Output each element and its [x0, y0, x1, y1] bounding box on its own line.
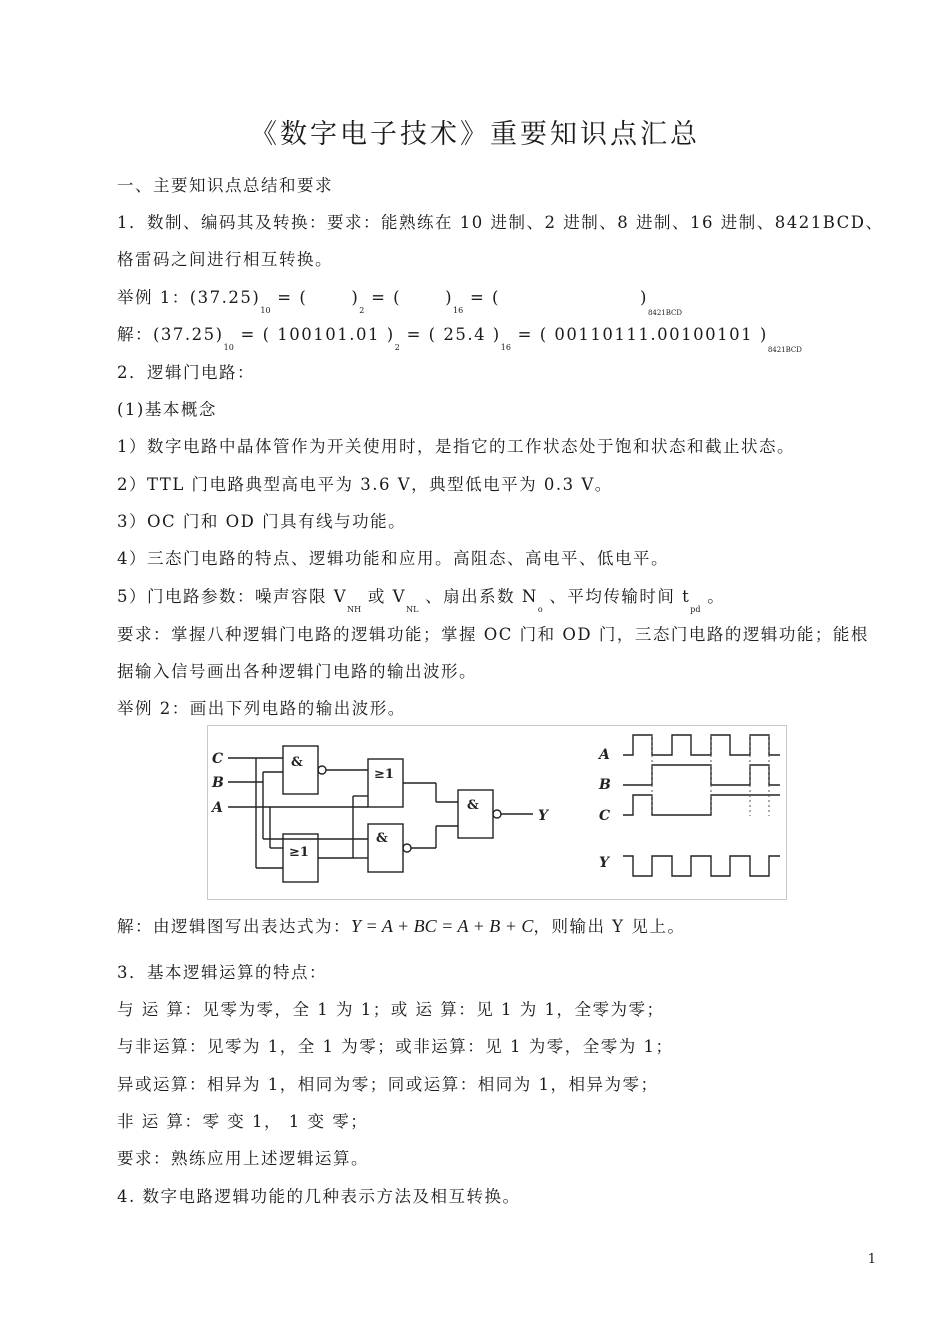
requirement-1b: 据输入信号画出各种逻辑门电路的输出波形。 — [117, 662, 477, 681]
solution-2 — [117, 913, 685, 937]
sol1-part1: = ( 100101.01 ) — [233, 325, 395, 344]
op-line-1: 与 运 算：见零为零，全 1 为 1；或 运 算：见 1 为 1，全零为零； — [117, 1000, 665, 1019]
paragraph-1a: 1．数制、编码其及转换：要求：能熟练在 10 进制、2 进制、8 进制、16 进制、8421BCD、 — [117, 213, 884, 232]
input-label-a: A — [212, 800, 223, 816]
section-heading: 一、主要知识点总结和要求 — [117, 176, 333, 195]
waveform-b — [623, 765, 780, 785]
item5-pd: pd — [690, 605, 701, 614]
ex1-close2: ) — [351, 288, 360, 307]
item5-b: 或 V — [361, 587, 407, 606]
solution-1 — [117, 321, 802, 354]
input-label-b: B — [212, 775, 224, 791]
gate-and-1-symbol: & — [291, 755, 303, 770]
section-4-heading: 4. 数字电路逻辑功能的几种表示方法及相互转换。 — [117, 1187, 521, 1206]
ex1-prefix: 举例 1：(37.25) — [117, 288, 261, 307]
subsection-basic-concepts: (1)基本概念 — [117, 400, 217, 419]
logic-circuit-diagram — [208, 726, 786, 899]
sol2-a: 解：由逻辑图写出表达式为： — [117, 917, 351, 936]
wave-label-c: C — [599, 808, 611, 824]
gate-and-2-symbol: & — [376, 831, 388, 846]
item5-c: 、扇出系数 N — [418, 587, 538, 606]
ex1-eq1: = ( — [270, 288, 308, 307]
sol2-formula: Y = A + BC = A + B + C — [351, 916, 534, 936]
item5-nh: NH — [347, 605, 362, 614]
concept-item-3: 3）OC 门和 OD 门具有线与功能。 — [117, 512, 407, 531]
sol1-prefix: 解：(37.25) — [117, 325, 224, 344]
ex1-sub2: 2 — [359, 306, 365, 315]
gate-or-2-symbol: ≥1 — [289, 845, 309, 860]
wave-label-a: A — [599, 747, 610, 763]
waveform-y — [623, 856, 780, 876]
item5-d: 、平均传输时间 t — [542, 587, 691, 606]
document-title: 《数字电子技术》重要知识点汇总 — [250, 119, 700, 150]
example-2: 举例 2：画出下列电路的输出波形。 — [117, 699, 406, 718]
item5-nl: NL — [406, 605, 419, 614]
concept-item-4: 4）三态门电路的特点、逻辑功能和应用。高阻态、高电平、低电平。 — [117, 549, 669, 568]
sol1-sub10: 10 — [223, 343, 234, 352]
ex1-sub16: 16 — [453, 306, 464, 315]
requirement-1a: 要求：掌握八种逻辑门电路的逻辑功能；掌握 OC 门和 OD 门，三态门电路的逻辑功能；能根 — [117, 625, 869, 644]
wave-label-y: Y — [599, 855, 609, 871]
sol1-part3: = ( 00110111.00100101 ) — [510, 325, 768, 344]
ex1-eq3: = ( — [463, 288, 500, 307]
requirement-2: 要求：熟练应用上述逻辑运算。 — [117, 1149, 369, 1168]
ex1-sub8421: 8421BCD — [647, 309, 682, 317]
logic-circuit-figure — [207, 725, 787, 900]
sol1-sub8421: 8421BCD — [767, 346, 802, 354]
output-label-y: Y — [538, 808, 548, 824]
item5-a: 5）门电路参数：噪声容限 V — [117, 587, 348, 606]
example-1 — [117, 284, 682, 317]
sol1-sub2: 2 — [394, 343, 400, 352]
waveform-a — [623, 735, 780, 755]
paragraph-1b: 格雷码之间进行相互转换。 — [117, 250, 333, 269]
sol1-sub16: 16 — [500, 343, 511, 352]
wave-label-b: B — [599, 777, 611, 793]
input-label-c: C — [212, 751, 224, 767]
page-number: 1 — [867, 1252, 876, 1267]
ex1-close8421: ) — [640, 288, 648, 307]
concept-item-2: 2）TTL 门电路典型高电平为 3.6 V，典型低电平为 0.3 V。 — [117, 475, 613, 494]
sol2-b: ，则输出 Y 见上。 — [533, 917, 686, 936]
concept-item-1: 1）数字电路中晶体管作为开关使用时，是指它的工作状态处于饱和状态和截止状态。 — [117, 437, 795, 456]
op-line-2: 与非运算：见零为 1，全 1 为零；或非运算：见 1 为零，全零为 1； — [117, 1037, 674, 1056]
item5-o: o — [537, 605, 543, 614]
section-2-heading: 2．逻辑门电路： — [117, 363, 255, 382]
sol1-part2: = ( 25.4 ) — [399, 325, 501, 344]
waveform-c — [623, 795, 780, 815]
ex1-eq2: = ( — [364, 288, 402, 307]
op-line-3: 异或运算：相异为 1，相同为零；同或运算：相同为 1，相异为零； — [117, 1075, 659, 1094]
op-line-4: 非 运 算：零 变 1， 1 变 零； — [117, 1112, 369, 1131]
ex1-close16: ) — [445, 288, 454, 307]
gate-or-1-symbol: ≥1 — [374, 767, 394, 782]
ex1-sub10: 10 — [260, 306, 271, 315]
section-3-heading: 3．基本逻辑运算的特点： — [117, 963, 327, 982]
gate-and-final-symbol: & — [467, 798, 479, 813]
concept-item-5 — [117, 583, 726, 614]
item5-e: 。 — [700, 587, 726, 606]
